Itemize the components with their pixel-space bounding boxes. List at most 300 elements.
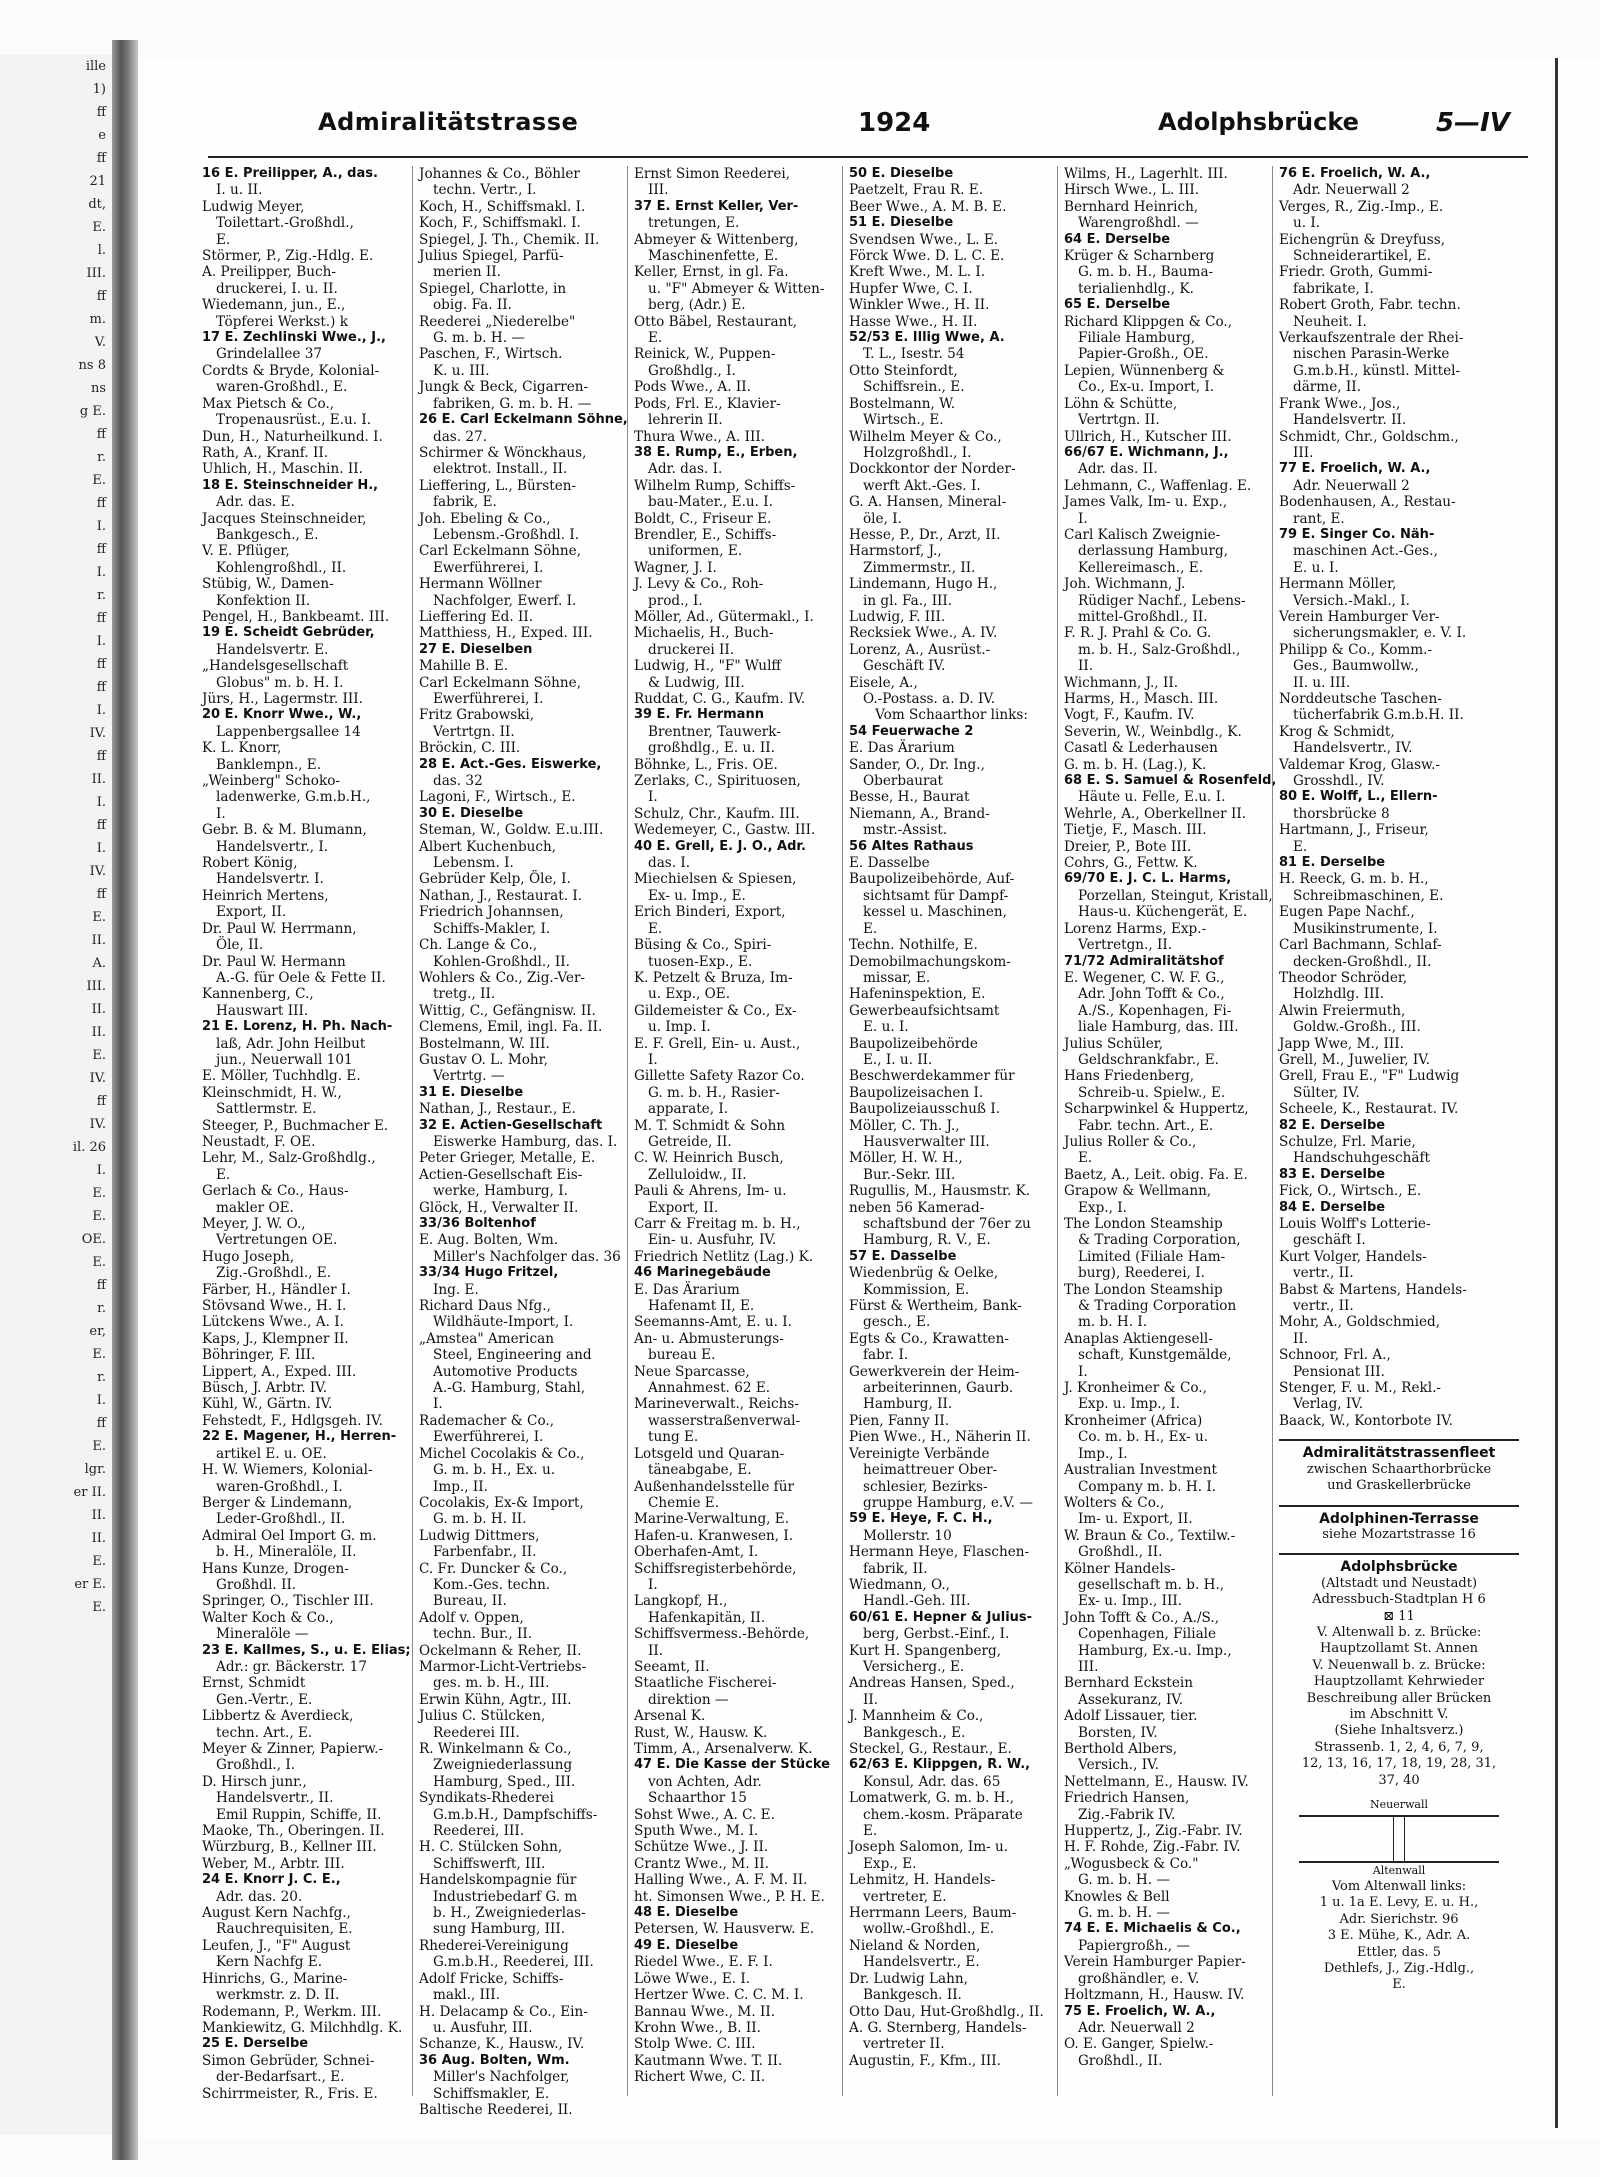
directory-entry: Hafeninspektion, E. bbox=[849, 986, 986, 1003]
directory-entry: Schiffsrein., E. bbox=[863, 379, 965, 396]
directory-entry: 17 E. Zechlinski Wwe., J., bbox=[202, 330, 386, 346]
bridge-map bbox=[1299, 1799, 1499, 1879]
directory-entry: Walter Koch & Co., bbox=[202, 1609, 334, 1626]
directory-entry: Vertrtgn. II. bbox=[433, 723, 515, 740]
directory-entry: Neustadt, F. OE. bbox=[202, 1133, 316, 1150]
directory-entry: G. m. b. H. — bbox=[433, 330, 525, 347]
prev-page-line: r. bbox=[97, 588, 106, 603]
directory-entry: Halling Wwe., A. F. M. II. bbox=[634, 1872, 808, 1889]
directory-entry: arbeiterinnen, Gaurb. bbox=[863, 1380, 1014, 1397]
directory-entry: Paschen, F., Wirtsch. bbox=[419, 346, 563, 363]
directory-entry: Thura Wwe., A. III. bbox=[634, 428, 766, 445]
directory-entry: Kühl, W., Gärtn. IV. bbox=[202, 1396, 333, 1413]
directory-entry: Anaplas Aktiengesell- bbox=[1064, 1330, 1213, 1347]
directory-entry: Schanze, K., Hausw., IV. bbox=[419, 2036, 585, 2053]
directory-entry: Koch, F., Schiffsmakl. I. bbox=[419, 215, 581, 232]
directory-entry: Lepien, Wünnenberg & bbox=[1064, 362, 1225, 379]
directory-entry: Adolf Fricke, Schiffs- bbox=[419, 1970, 564, 1987]
directory-entry: Kleinschmidt, H. W., bbox=[202, 1084, 342, 1101]
directory-entry: gesch., E. bbox=[863, 1314, 931, 1331]
prev-page-line: E. bbox=[92, 1554, 106, 1569]
directory-entry: därme, II. bbox=[1293, 379, 1361, 396]
directory-entry: Hasse Wwe., H. II. bbox=[849, 313, 978, 330]
directory-entry: Reinick, W., Puppen- bbox=[634, 346, 776, 363]
directory-entry: in gl. Fa., III. bbox=[863, 592, 953, 609]
directory-entry: E. Dasselbe bbox=[849, 855, 930, 872]
directory-entry: schlesier, Bezirks- bbox=[863, 1478, 988, 1495]
directory-entry: Filiale Hamburg, bbox=[1078, 330, 1196, 347]
directory-entry: Versich., IV. bbox=[1078, 1757, 1159, 1774]
directory-entry: Copenhagen, Filiale bbox=[1078, 1626, 1217, 1643]
directory-entry: Michaelis, H., Buch- bbox=[634, 625, 774, 642]
directory-entry: Emil Ruppin, Schiffe, II. bbox=[216, 1806, 382, 1823]
directory-entry: heimattreuer Ober- bbox=[863, 1462, 998, 1479]
directory-entry: Warengroßhdl. — bbox=[1078, 215, 1199, 232]
directory-entry: Kreft Wwe., M. L. I. bbox=[849, 264, 986, 281]
directory-entry: Marmor-Licht-Vertriebs- bbox=[419, 1658, 587, 1675]
directory-entry: Gildemeister & Co., Ex- bbox=[634, 1002, 797, 1019]
directory-entry: Haus-u. Küchengerät, E. bbox=[1078, 904, 1248, 921]
directory-entry: Grindelallee 37 bbox=[216, 346, 323, 363]
directory-entry: G. m. b. H. II. bbox=[433, 1511, 527, 1528]
directory-entry: täneabgabe, E. bbox=[648, 1462, 752, 1479]
directory-entry: Rodemann, P., Werkm. III. bbox=[202, 2003, 382, 2020]
directory-entry: I. bbox=[216, 805, 226, 822]
directory-entry: 51 E. Dieselbe bbox=[849, 215, 954, 231]
directory-entry: Wiedemann, jun., E., bbox=[202, 297, 346, 314]
directory-entry: Adr. Neuerwall 2 bbox=[1293, 477, 1410, 494]
directory-entry: Ch. Lange & Co., bbox=[419, 937, 538, 954]
directory-entry: R. Winkelmann & Co., bbox=[419, 1741, 572, 1757]
directory-entry: Handelsvertr., I. bbox=[216, 838, 329, 855]
directory-entry: 82 E. Derselbe bbox=[1279, 1117, 1386, 1133]
directory-entry: Michel Cocolakis & Co., bbox=[419, 1445, 585, 1462]
directory-entry: Schneiderartikel, E. bbox=[1293, 248, 1432, 265]
directory-entry: Limited (Filiale Ham- bbox=[1078, 1248, 1226, 1265]
directory-entry: Pengel, H., Bankbeamt. III. bbox=[202, 608, 390, 625]
directory-entry: Leufen, J., "F" August bbox=[202, 1937, 351, 1954]
directory-entry: Hans Kunze, Drogen- bbox=[202, 1560, 349, 1577]
directory-entry: Carl Bachmann, Schlaf- bbox=[1279, 937, 1442, 954]
directory-entry: Vom Schaarthor links: bbox=[875, 707, 1028, 724]
directory-entry: Förck Wwe. D. L. C. E. bbox=[849, 248, 1005, 265]
directory-entry: wasserstraßenverwal- bbox=[648, 1412, 801, 1429]
directory-entry: Pauli & Ahrens, Im- u. bbox=[634, 1183, 787, 1200]
directory-entry: berg, (Adr.) E. bbox=[648, 297, 746, 314]
directory-entry: Wilms, H., Lagerhlt. III. bbox=[1064, 166, 1228, 182]
directory-entry: J. Mannheim & Co., bbox=[849, 1708, 984, 1725]
directory-entry: & Trading Corporation, bbox=[1078, 1232, 1241, 1249]
directory-entry: Miller's Nachfolger das. 36 bbox=[433, 1248, 621, 1265]
directory-entry: kessel u. Maschinen, bbox=[863, 904, 1007, 921]
directory-entry: waren-Großhdl., I. bbox=[216, 1478, 343, 1495]
directory-entry: Fritz Grabowski, bbox=[419, 707, 535, 724]
prev-page-line: ff bbox=[96, 818, 106, 833]
directory-entry: Kaps, J., Klempner II. bbox=[202, 1330, 349, 1347]
directory-entry: Ges., Baumwollw., bbox=[1293, 658, 1419, 675]
directory-entry: Hamburg, Ex.-u. Imp., bbox=[1078, 1642, 1232, 1659]
directory-entry: 33/34 Hugo Fritzel, bbox=[419, 1265, 559, 1281]
directory-page bbox=[138, 58, 1600, 2138]
directory-entry: G.m.b.H., Dampfschiffs- bbox=[433, 1806, 598, 1823]
directory-entry: gruppe Hamburg, e.V. — bbox=[863, 1494, 1033, 1511]
directory-entry: Sülter, IV. bbox=[1293, 1084, 1360, 1101]
directory-entry: Lotsgeld und Quaran- bbox=[634, 1445, 785, 1462]
directory-entry: u. Imp. I. bbox=[648, 1019, 711, 1036]
directory-entry: Sander, O., Dr. Ing., bbox=[849, 756, 985, 773]
directory-entry: terialienhdlg., K. bbox=[1078, 280, 1194, 297]
prev-page-line: r. bbox=[97, 1370, 106, 1385]
directory-entry: Grell, Frau E., "F" Ludwig bbox=[1279, 1068, 1460, 1085]
prev-page-line: m. bbox=[89, 312, 106, 327]
prev-page-line: I. bbox=[96, 841, 106, 856]
directory-entry: Lieffering, L., Bürsten- bbox=[419, 477, 577, 494]
directory-entry: G. m. b. H., Bauma- bbox=[1078, 264, 1214, 281]
directory-entry: 69/70 E. J. C. L. Harms, bbox=[1064, 871, 1232, 887]
directory-entry: makl., III. bbox=[433, 1987, 500, 2004]
directory-entry: Otto Bäbel, Restaurant, bbox=[634, 313, 798, 330]
directory-entry: Wichmann, J., II. bbox=[1064, 674, 1179, 691]
directory-entry: Kohlengroßhdl., II. bbox=[216, 559, 347, 576]
directory-entry: O. E. Ganger, Spielw.- bbox=[1064, 2036, 1214, 2053]
directory-entry: 54 Feuerwache 2 bbox=[849, 723, 974, 739]
directory-entry: Hupfer Wwe, C. I. bbox=[849, 280, 973, 297]
directory-entry: Adr.: gr. Bäckerstr. 17 bbox=[216, 1658, 367, 1675]
directory-entry: Hamburg, Sped., III. bbox=[433, 1773, 576, 1790]
prev-page-line: II. bbox=[91, 1508, 106, 1523]
section-line: (Siehe Inhaltsverz.) bbox=[1334, 1723, 1464, 1739]
directory-entry: O.-Postass. a. D. IV. bbox=[863, 691, 996, 707]
directory-entry: Richard Daus Nfg., bbox=[419, 1298, 551, 1315]
directory-entry: Baupolizeiausschuß I. bbox=[849, 1101, 1001, 1118]
directory-entry: Schulze, Frl. Marie, bbox=[1279, 1133, 1416, 1150]
prev-page-line: III. bbox=[86, 979, 106, 994]
directory-entry: Wildhäute-Import, I. bbox=[433, 1314, 574, 1331]
directory-entry: Schmidt, Chr., Goldschm., bbox=[1279, 428, 1459, 445]
prev-page-line: IV. bbox=[89, 1117, 106, 1132]
directory-entry: Kurt Volger, Handels- bbox=[1279, 1248, 1427, 1265]
directory-entry: G. m. b. H. (Lag.), K. bbox=[1064, 756, 1207, 773]
directory-entry: missar, E. bbox=[863, 969, 931, 986]
directory-entry: Globus" m. b. H. I. bbox=[216, 674, 344, 691]
directory-entry: Seeamt, II. bbox=[634, 1658, 710, 1675]
directory-entry: Krüger & Scharnberg bbox=[1064, 248, 1215, 265]
directory-entry: 59 E. Heye, F. C. H., bbox=[849, 1511, 993, 1527]
directory-entry: u. Ausfuhr, III. bbox=[433, 2019, 533, 2036]
directory-entry: 32 E. Actien-Gesellschaft bbox=[419, 1117, 603, 1133]
prev-page-line: E. bbox=[92, 473, 106, 488]
directory-entry: Stübig, W., Damen- bbox=[202, 576, 334, 593]
directory-entry: Pensionat III. bbox=[1293, 1363, 1385, 1380]
prev-page-line: ff bbox=[96, 1278, 106, 1293]
prev-page-line: ff bbox=[96, 289, 106, 304]
directory-entry: Japp Wwe, M., III. bbox=[1279, 1035, 1404, 1052]
directory-entry: Bannau Wwe., M. II. bbox=[634, 2003, 776, 2020]
prev-page-line: ille bbox=[85, 59, 106, 74]
directory-entry: Beschwerdekammer für bbox=[849, 1068, 1015, 1085]
directory-entry: E., I. u. II. bbox=[863, 1051, 933, 1068]
directory-entry: lehrerin II. bbox=[648, 412, 723, 429]
directory-entry: techn. Bur., II. bbox=[433, 1626, 533, 1643]
prev-page-line: ff bbox=[96, 1416, 106, 1431]
directory-entry: II. bbox=[1078, 658, 1094, 675]
section-line: Hauptzollamt Kehrwieder bbox=[1313, 1674, 1485, 1690]
directory-entry: Chemie E. bbox=[648, 1494, 720, 1511]
directory-entry: Hafenamt II, E. bbox=[648, 1298, 755, 1315]
directory-entry: Zerlaks, C., Spirituosen, bbox=[634, 773, 801, 790]
directory-entry: G. A. Hansen, Mineral- bbox=[849, 494, 1007, 511]
directory-entry: geschäft I. bbox=[1293, 1232, 1366, 1249]
directory-entry: Crantz Wwe., M. II. bbox=[634, 1855, 769, 1872]
directory-entry: Exp., E. bbox=[863, 1855, 917, 1872]
prev-page-line: ns 8 bbox=[78, 358, 106, 373]
directory-entry: 19 E. Scheidt Gebrüder, bbox=[202, 625, 375, 641]
prev-page-line: ff bbox=[96, 611, 106, 626]
section-terrasse-lines bbox=[1279, 1527, 1519, 1543]
directory-entry: tung E. bbox=[648, 1429, 699, 1446]
directory-entry: Libbertz & Averdieck, bbox=[202, 1708, 354, 1725]
directory-entry: E. bbox=[863, 1823, 878, 1840]
directory-entry: Großhdl., II. bbox=[1078, 2052, 1163, 2069]
directory-entry: Hertzer Wwe. C. C. M. I. bbox=[634, 1987, 804, 2004]
directory-entry: & Ludwig, III. bbox=[648, 674, 745, 691]
directory-entry: Wittig, C., Gefängnisw. II. bbox=[419, 1002, 596, 1019]
directory-entry: Gebr. B. & M. Blumann, bbox=[202, 822, 367, 839]
directory-entry: Ernst, Schmidt bbox=[202, 1675, 306, 1692]
prev-page-line: I. bbox=[96, 565, 106, 580]
directory-entry: 74 E. E. Michaelis & Co., bbox=[1064, 1921, 1241, 1937]
directory-entry: elektrot. Install., II. bbox=[433, 461, 568, 478]
directory-entry: Gustav O. L. Mohr, bbox=[419, 1051, 549, 1068]
directory-entry: Lebensm.-Großhdl. I. bbox=[433, 526, 580, 543]
directory-entry: Louis Wolff's Lotterie- bbox=[1279, 1216, 1431, 1232]
prev-page-line: r. bbox=[97, 1301, 106, 1316]
directory-entry: V. E. Pflüger, bbox=[202, 543, 290, 560]
directory-entry: Färber, H., Händler I. bbox=[202, 1281, 351, 1298]
directory-entry: I. bbox=[648, 789, 658, 806]
directory-entry: Kronheimer (Africa) bbox=[1064, 1412, 1203, 1429]
directory-entry: Admiral Oel Import G. m. bbox=[202, 1527, 377, 1544]
directory-entry: Schnoor, Frl. A., bbox=[1279, 1347, 1391, 1364]
directory-entry: A./S., Kopenhagen, Fi- bbox=[1078, 1002, 1232, 1019]
directory-entry: Harms, H., Masch. III. bbox=[1064, 691, 1219, 707]
directory-entry: Rath, A., Kranf. II. bbox=[202, 444, 329, 461]
header-year: 1924 bbox=[858, 108, 931, 138]
prev-page-line: ff bbox=[96, 496, 106, 511]
directory-entry: burg), Reederei, I. bbox=[1078, 1265, 1205, 1282]
directory-entry: 25 E. Derselbe bbox=[202, 2036, 309, 2052]
directory-entry: Lehmitz, H. Handels- bbox=[849, 1872, 996, 1889]
directory-entry: Hauswart III. bbox=[216, 1002, 309, 1019]
prev-page-line: 1) bbox=[92, 82, 106, 97]
directory-entry: Böhnke, L., Fris. OE. bbox=[634, 756, 778, 773]
directory-entry: vertr., II. bbox=[1293, 1298, 1354, 1315]
directory-entry: Hafen-u. Kranwesen, I. bbox=[634, 1527, 794, 1544]
directory-entry: Berthold Albers, bbox=[1064, 1741, 1178, 1757]
directory-entry: Assekuranz, IV. bbox=[1078, 1691, 1184, 1708]
directory-entry: prod., I. bbox=[648, 592, 703, 609]
directory-entry: E. bbox=[216, 1166, 231, 1183]
prev-page-line: il. 26 bbox=[72, 1140, 106, 1155]
directory-entry: Springer, O., Tischler III. bbox=[202, 1593, 374, 1610]
directory-entry: Winkler Wwe., H. II. bbox=[849, 297, 990, 314]
prev-page-line: E. bbox=[92, 1255, 106, 1270]
directory-entry: Stenger, F. u. M., Rekl.- bbox=[1279, 1380, 1441, 1397]
directory-entry: Wirtsch., E. bbox=[863, 412, 944, 429]
section-title-bruecke: Adolphsbrücke bbox=[1279, 1553, 1519, 1575]
directory-entry: Wohlers & Co., Zig.-Ver- bbox=[419, 969, 586, 986]
directory-entry: Actien-Gesellschaft Eis- bbox=[419, 1166, 583, 1183]
directory-entry: gesellschaft m. b. H., bbox=[1078, 1576, 1225, 1593]
directory-entry: 80 E. Wolff, L., Ellern- bbox=[1279, 789, 1438, 805]
directory-entry: Kern Nachfg E. bbox=[216, 1954, 323, 1971]
directory-entry: & Trading Corporation bbox=[1078, 1298, 1237, 1315]
directory-entry: derlassung Hamburg, bbox=[1078, 543, 1229, 560]
directory-entry: Lindemann, Hugo H., bbox=[849, 576, 998, 593]
directory-entry: Nathan, J., Restaur., E. bbox=[419, 1101, 576, 1118]
directory-entry: Großhdl., II. bbox=[1078, 1544, 1163, 1561]
directory-entry: Verein Hamburger Ver- bbox=[1279, 608, 1440, 625]
directory-entry: E. u. I. bbox=[863, 1019, 909, 1036]
directory-entry: Zweigniederlassung bbox=[433, 1757, 573, 1774]
directory-entry: Konsul, Adr. das. 65 bbox=[863, 1773, 1001, 1790]
directory-entry: Stövsand Wwe., H. I. bbox=[202, 1298, 347, 1315]
directory-entry: H. W. Wiemers, Kolonial- bbox=[202, 1462, 373, 1479]
directory-entry: Richard Klippgen & Co., bbox=[1064, 313, 1233, 330]
directory-entry: Gerlach & Co., Haus- bbox=[202, 1183, 349, 1200]
prev-page-line: ff bbox=[96, 657, 106, 672]
directory-entry: Erwin Kühn, Agtr., III. bbox=[419, 1691, 572, 1708]
prev-page-line: ff bbox=[96, 749, 106, 764]
directory-entry: Schulz, Chr., Kaufm. III. bbox=[634, 805, 800, 822]
directory-entry: Oberhafen-Amt, I. bbox=[634, 1544, 759, 1561]
directory-entry: Bodenhausen, A., Restau- bbox=[1279, 494, 1456, 511]
directory-entry: Paetzelt, Frau R. E. bbox=[849, 182, 984, 199]
directory-entry: Eiswerke Hamburg, das. I. bbox=[433, 1133, 618, 1150]
directory-entry: Uhlich, H., Maschin. II. bbox=[202, 461, 363, 478]
directory-entry: 36 Aug. Bolten, Wm. bbox=[419, 2052, 570, 2068]
directory-entry: Großhdlg., I. bbox=[648, 362, 736, 379]
directory-entry: Lehr, M., Salz-Großhdlg., bbox=[202, 1150, 376, 1167]
directory-entry: Glöck, H., Verwalter II. bbox=[419, 1199, 579, 1216]
directory-entry: Lagoni, F., Wirtsch., E. bbox=[419, 789, 576, 806]
directory-entry: Gewerbeaufsichtsamt bbox=[849, 1002, 1000, 1019]
directory-entry: A. G. Sternberg, Handels- bbox=[849, 2019, 1027, 2036]
directory-entry: Dr. Paul W. Herrmann, bbox=[202, 920, 357, 937]
prev-page-line: A. bbox=[92, 956, 106, 971]
prev-page-line: lgr. bbox=[84, 1462, 106, 1477]
directory-entry: wollw.-Großhdl., E. bbox=[863, 1921, 995, 1938]
prev-page-line: l. bbox=[97, 243, 106, 258]
directory-entry: Möller, H. W. H., bbox=[849, 1150, 963, 1167]
directory-entry: Boldt, C., Friseur E. bbox=[634, 510, 772, 527]
directory-entry: Büsing & Co., Spiri- bbox=[634, 937, 772, 954]
directory-entry: 16 E. Preilipper, A., das. bbox=[202, 166, 378, 181]
directory-entry: Grell, M., Juwelier, IV. bbox=[1279, 1051, 1431, 1068]
directory-entry: 71/72 Admiralitätshof bbox=[1064, 953, 1224, 969]
directory-entry: ht. Simonsen Wwe., P. H. E. bbox=[634, 1888, 825, 1905]
directory-entry: Harmstorf, J., bbox=[849, 543, 942, 560]
directory-entry: Huppertz, J., Zig.-Fabr. IV. bbox=[1064, 1823, 1243, 1840]
directory-entry: Lorenz Harms, Exp.- bbox=[1064, 920, 1207, 937]
directory-entry: Matthiess, H., Exped. III. bbox=[419, 625, 593, 642]
directory-entry: C. W. Heinrich Busch, bbox=[634, 1150, 784, 1167]
directory-entry: 18 E. Steinschneider H., bbox=[202, 477, 379, 493]
directory-entry: Baack, W., Kontorbote IV. bbox=[1279, 1412, 1453, 1429]
directory-entry: Hausverwalter III. bbox=[863, 1133, 990, 1150]
directory-entry: James Valk, Im- u. Exp., bbox=[1064, 494, 1228, 511]
directory-entry: berg, Gerbst.-Einf., I. bbox=[863, 1626, 1010, 1643]
directory-entry: H. Delacamp & Co., Ein- bbox=[419, 2003, 588, 2020]
directory-entry: E. Aug. Bolten, Wm. bbox=[419, 1232, 559, 1249]
directory-entry: Bernhard Eckstein bbox=[1064, 1675, 1194, 1692]
section-line: im Abschnitt V. bbox=[1349, 1706, 1449, 1722]
directory-entry: Casatl & Lederhausen bbox=[1064, 740, 1218, 757]
section-bruecke-lines bbox=[1279, 1576, 1519, 1789]
directory-entry: Julius Roller & Co., bbox=[1064, 1133, 1197, 1150]
prev-page-line: I. bbox=[96, 634, 106, 649]
directory-entry: das. I. bbox=[648, 855, 691, 872]
directory-entry: Schaarthor 15 bbox=[648, 1790, 747, 1807]
directory-entry: Böhringer, F. III. bbox=[202, 1347, 316, 1364]
directory-entry: 24 E. Knorr J. C. E., bbox=[202, 1872, 341, 1888]
directory-entry: Ludwig, F. III. bbox=[849, 608, 946, 625]
directory-entry: Wiedmann, O., bbox=[849, 1576, 950, 1593]
prev-page-line: e bbox=[98, 128, 106, 143]
directory-entry: I. bbox=[1078, 510, 1088, 527]
directory-entry: Baupolizeibehörde, Auf- bbox=[849, 871, 1015, 888]
directory-entry: Adr. das. 20. bbox=[216, 1888, 303, 1905]
directory-entry: Carl Eckelmann Söhne, bbox=[419, 543, 582, 560]
directory-entry: Industriebedarf G. m bbox=[433, 1888, 578, 1905]
directory-entry: Robert König, bbox=[202, 855, 298, 872]
directory-entry: vertreter, E. bbox=[863, 1888, 947, 1905]
directory-entry: 38 E. Rump, E., Erben, bbox=[634, 444, 798, 460]
directory-entry: Töpferei Werkst.) k bbox=[216, 313, 348, 330]
directory-entry: Handelsvertr. II. bbox=[1293, 412, 1407, 429]
directory-entry: 40 E. Grell, E. J. O., Adr. bbox=[634, 838, 806, 854]
directory-entry: „Weinberg" Schoko- bbox=[202, 773, 340, 790]
section-line: zwischen Schaarthorbrücke bbox=[1306, 1461, 1492, 1477]
directory-entry: Lebensm. I. bbox=[433, 855, 514, 872]
directory-entry: Häute u. Felle, E.u. I. bbox=[1078, 789, 1226, 806]
directory-entry: Wedemeyer, C., Gastw. III. bbox=[634, 822, 816, 839]
directory-entry: obig. Fa. II. bbox=[433, 297, 512, 314]
directory-entry: Großhdl., I. bbox=[216, 1757, 296, 1774]
directory-entry: tretg., II. bbox=[433, 986, 496, 1003]
directory-entry: A. Preilipper, Buch- bbox=[202, 264, 336, 281]
directory-entry: Friedrich Johannsen, bbox=[419, 904, 564, 921]
directory-entry: Demobilmachungskom- bbox=[849, 953, 1011, 970]
directory-entry: u. Exp., OE. bbox=[648, 986, 731, 1003]
directory-entry: tretungen, E. bbox=[648, 215, 740, 232]
directory-entry: m. b. H., Salz-Großhdl., bbox=[1078, 641, 1241, 658]
directory-entry: Robert Groth, Fabr. techn. bbox=[1279, 297, 1461, 314]
map-bridge bbox=[1393, 1815, 1405, 1861]
directory-entry: Seemanns-Amt, E. u. I. bbox=[634, 1314, 792, 1331]
directory-entry: Mineralöle — bbox=[216, 1626, 309, 1643]
directory-entry: bureau E. bbox=[648, 1347, 716, 1364]
directory-entry: Baetz, A., Leit. obig. Fa. E. bbox=[1064, 1166, 1248, 1183]
section-line: 1 u. 1a E. Levy, E. u. H., bbox=[1319, 1895, 1479, 1911]
prev-page-line: E. bbox=[92, 1048, 106, 1063]
directory-entry: Erich Binderi, Export, bbox=[634, 904, 786, 921]
directory-entry: I. bbox=[648, 1576, 658, 1593]
directory-entry: Babst & Martens, Handels- bbox=[1279, 1281, 1467, 1298]
directory-entry: Papier-Großh., OE. bbox=[1078, 346, 1209, 363]
directory-entry: Im- u. Export, II. bbox=[1078, 1511, 1193, 1528]
directory-entry: D. Hirsch junr., bbox=[202, 1773, 307, 1790]
